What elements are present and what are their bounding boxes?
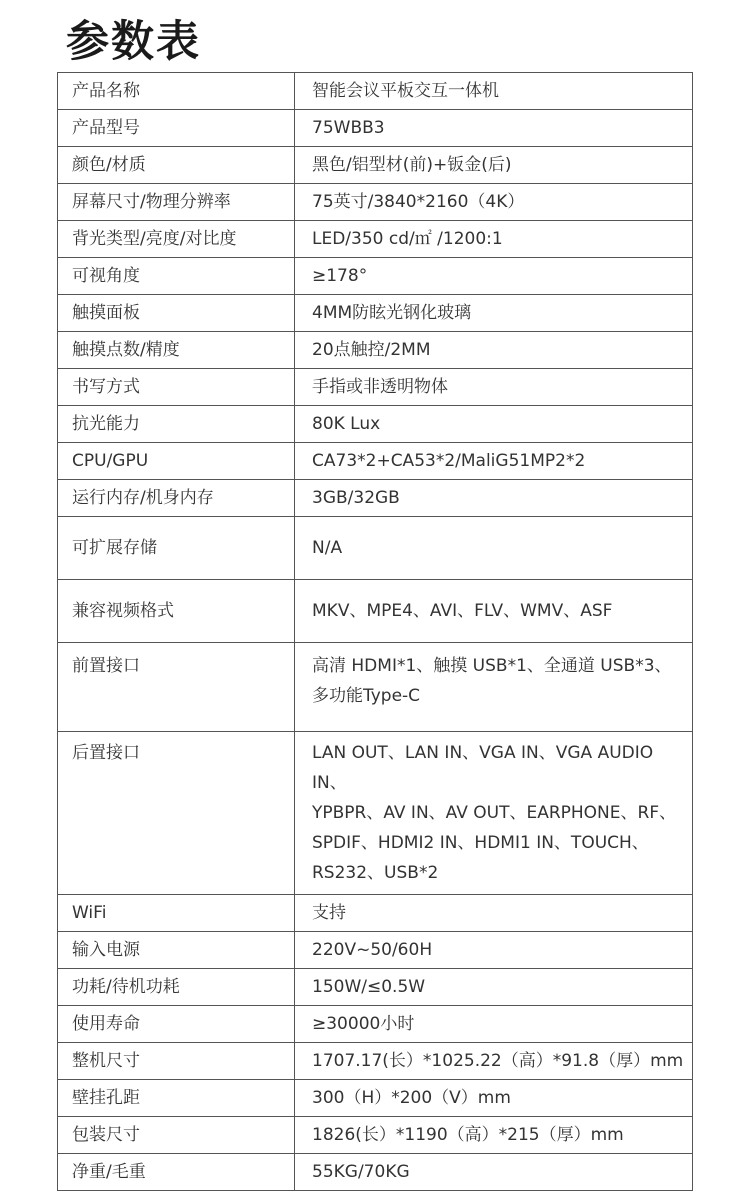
- spec-value: [295, 643, 693, 732]
- table-row: [58, 1006, 693, 1043]
- spec-value: 1707.17(长）*1025.22（高）*91.8（厚）mm: [295, 1043, 693, 1080]
- spec-value: 75英寸/3840*2160（4K）: [295, 184, 693, 221]
- spec-label: 输入电源: [58, 932, 295, 969]
- spec-label: 可扩展存储: [58, 517, 295, 580]
- table-row: [58, 732, 693, 895]
- table-row: [58, 1080, 693, 1117]
- table-row: [58, 110, 693, 147]
- spec-label: 屏幕尺寸/物理分辨率: [58, 184, 295, 221]
- spec-label: 兼容视频格式: [58, 580, 295, 643]
- spec-value: ≥30000小时: [295, 1006, 693, 1043]
- spec-value: [295, 732, 693, 895]
- table-row: [58, 184, 693, 221]
- table-row: [58, 480, 693, 517]
- spec-value: MKV、MPE4、AVI、FLV、WMV、ASF: [295, 580, 693, 643]
- spec-label: CPU/GPU: [58, 443, 295, 480]
- spec-label: WiFi: [58, 895, 295, 932]
- spec-label: 触摸面板: [58, 295, 295, 332]
- table-row: [58, 147, 693, 184]
- table-row: [58, 643, 693, 732]
- spec-value: 150W/≤0.5W: [295, 969, 693, 1006]
- spec-value: CA73*2+CA53*2/MaliG51MP2*2: [295, 443, 693, 480]
- spec-value-line: RS232、USB*2: [312, 863, 439, 883]
- spec-value-line: 多功能Type-C: [312, 686, 421, 706]
- page-title: 参数表: [66, 17, 201, 67]
- table-row: [58, 406, 693, 443]
- spec-value: 4MM防眩光钢化玻璃: [295, 295, 693, 332]
- spec-label: 前置接口: [58, 643, 295, 732]
- table-row: [58, 1117, 693, 1154]
- spec-value: 20点触控/2MM: [295, 332, 693, 369]
- spec-value-line: LAN OUT、LAN IN、VGA IN、VGA AUDIO IN、: [312, 743, 654, 793]
- spec-label: 功耗/待机功耗: [58, 969, 295, 1006]
- spec-label: 产品名称: [58, 73, 295, 110]
- spec-label: 运行内存/机身内存: [58, 480, 295, 517]
- spec-label: 颜色/材质: [58, 147, 295, 184]
- table-row: [58, 295, 693, 332]
- spec-value: 220V~50/60H: [295, 932, 693, 969]
- spec-label: 使用寿命: [58, 1006, 295, 1043]
- spec-value: 黑色/铝型材(前)+钣金(后): [295, 147, 693, 184]
- spec-label: 抗光能力: [58, 406, 295, 443]
- table-row: [58, 332, 693, 369]
- spec-value: 智能会议平板交互一体机: [295, 73, 693, 110]
- spec-value-line: 高清 HDMI*1、触摸 USB*1、全通道 USB*3、: [312, 656, 672, 676]
- table-row: [58, 1043, 693, 1080]
- spec-label: 书写方式: [58, 369, 295, 406]
- table-row: [58, 932, 693, 969]
- table-row: [58, 969, 693, 1006]
- spec-label: 包装尺寸: [58, 1117, 295, 1154]
- spec-label: 后置接口: [58, 732, 295, 895]
- spec-value: LED/350 cd/㎡ /1200:1: [295, 221, 693, 258]
- table-row: [58, 443, 693, 480]
- spec-value: 75WBB3: [295, 110, 693, 147]
- spec-value: N/A: [295, 517, 693, 580]
- table-row: [58, 369, 693, 406]
- spec-value-line: YPBPR、AV IN、AV OUT、EARPHONE、RF、: [312, 803, 677, 823]
- table-row: [58, 517, 693, 580]
- spec-value: ≥178°: [295, 258, 693, 295]
- spec-label: 产品型号: [58, 110, 295, 147]
- spec-value: 55KG/70KG: [295, 1154, 693, 1191]
- table-row: [58, 580, 693, 643]
- spec-value-line: SPDIF、HDMI2 IN、HDMI1 IN、TOUCH、: [312, 833, 649, 853]
- spec-table: [57, 72, 693, 1191]
- spec-label: 壁挂孔距: [58, 1080, 295, 1117]
- spec-label: 触摸点数/精度: [58, 332, 295, 369]
- spec-label: 可视角度: [58, 258, 295, 295]
- spec-value: 3GB/32GB: [295, 480, 693, 517]
- spec-value: 80K Lux: [295, 406, 693, 443]
- spec-label: 背光类型/亮度/对比度: [58, 221, 295, 258]
- table-row: [58, 1154, 693, 1191]
- spec-label: 净重/毛重: [58, 1154, 295, 1191]
- spec-value: 300（H）*200（V）mm: [295, 1080, 693, 1117]
- table-row: [58, 258, 693, 295]
- table-row: [58, 73, 693, 110]
- spec-value: 支持: [295, 895, 693, 932]
- table-row: [58, 221, 693, 258]
- spec-label: 整机尺寸: [58, 1043, 295, 1080]
- spec-value: 1826(长）*1190（高）*215（厚）mm: [295, 1117, 693, 1154]
- table-row: [58, 895, 693, 932]
- spec-value: 手指或非透明物体: [295, 369, 693, 406]
